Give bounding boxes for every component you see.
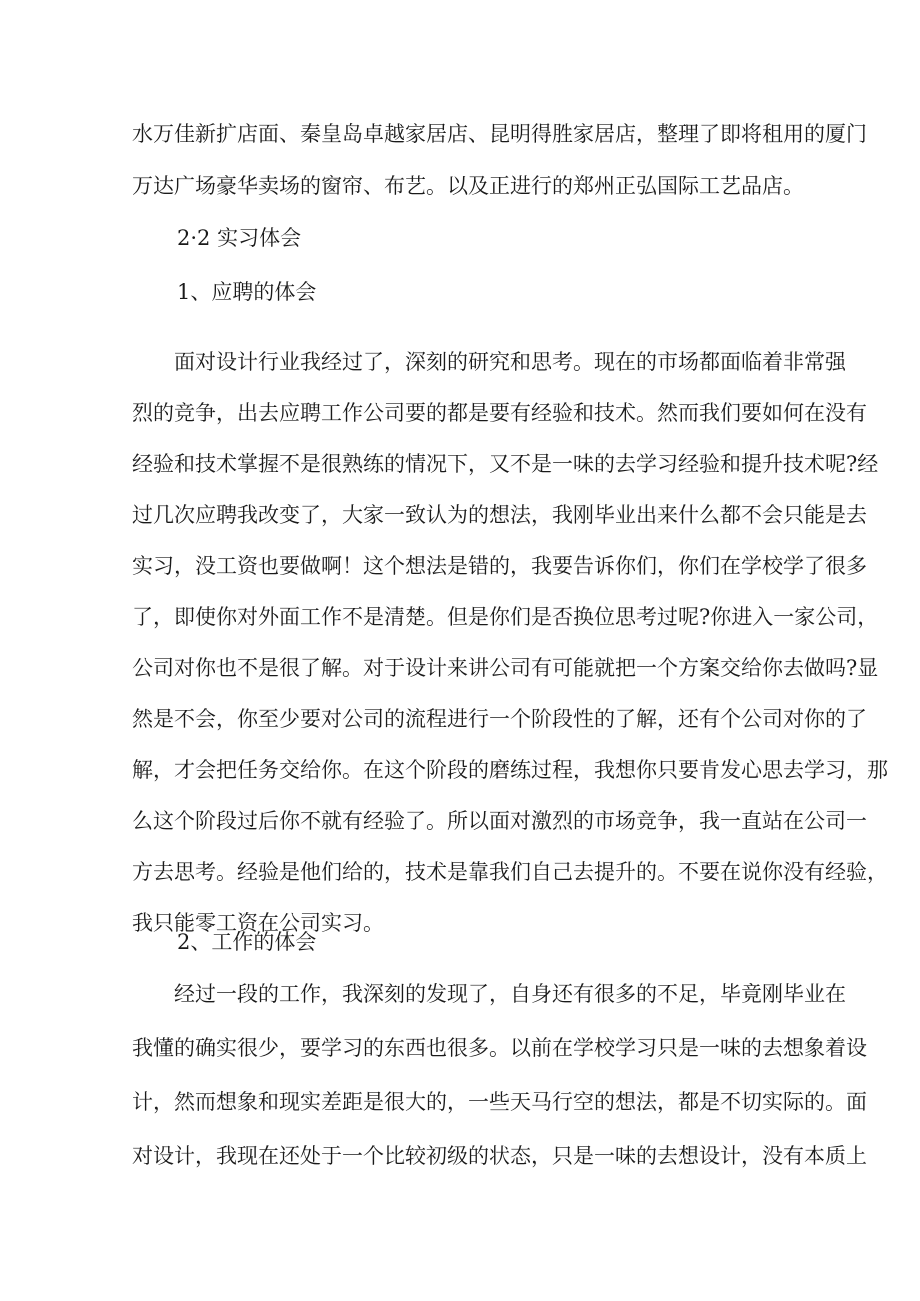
paragraph-line: 然是不会，你至少要对公司的流程进行一个阶段性的了解，还有个公司对你的了 [132, 707, 867, 731]
paragraph-line: 万达广场豪华卖场的窗帘、布艺。以及正进行的郑州正弘国际工艺品店。 [132, 174, 804, 198]
paragraph-line: 烈的竞争，出去应聘工作公司要的都是要有经验和技术。然而我们要如何在没有 [132, 401, 867, 425]
paragraph-line: 方去思考。经验是他们给的，技术是靠我们自己去提升的。不要在说你没有经验， [132, 860, 888, 884]
paragraph-line: 解，才会把任务交给你。在这个阶段的磨练过程，我想你只要肯发心思去学习，那 [132, 758, 888, 782]
paragraph-line: 过几次应聘我改变了，大家一致认为的想法，我刚毕业出来什么都不会只能是去 [132, 503, 867, 527]
paragraph-line-first: 经过一段的工作，我深刻的发现了，自身还有很多的不足，毕竟刚毕业在 [174, 982, 846, 1006]
paragraph-line: 对设计，我现在还处于一个比较初级的状态，只是一味的去想设计，没有本质上 [132, 1144, 867, 1168]
paragraph-line: 水万佳新扩店面、秦皇岛卓越家居店、昆明得胜家居店，整理了即将租用的厦门 [132, 122, 867, 146]
section-heading: 2·2 实习体会 [177, 226, 302, 250]
paragraph-line: 实习，没工资也要做啊！这个想法是错的，我要告诉你们，你们在学校学了很多 [132, 554, 867, 578]
body-paragraph [132, 981, 867, 1170]
paragraph-line: 我只能零工资在公司实习。 [132, 911, 384, 935]
body-paragraph [132, 349, 888, 937]
subsection-heading: 1、应聘的体会 [177, 280, 317, 304]
paragraph-line: 我懂的确实很少，要学习的东西也很多。以前在学校学习只是一味的去想象着设 [132, 1036, 867, 1060]
paragraph-line: 公司对你也不是很了解。对于设计来讲公司有可能就把一个方案交给你去做吗?显 [132, 656, 879, 680]
intro-paragraph [132, 121, 867, 200]
paragraph-line-first: 面对设计行业我经过了，深刻的研究和思考。现在的市场都面临着非常强 [174, 350, 846, 374]
paragraph-line: 了，即使你对外面工作不是清楚。但是你们是否换位思考过呢?你进入一家公司， [132, 605, 879, 629]
subsection-heading: 2、工作的体会 [177, 930, 317, 954]
paragraph-line: 经验和技术掌握不是很熟练的情况下，又不是一味的去学习经验和提升技术呢?经 [132, 452, 879, 476]
paragraph-line: 么这个阶段过后你不就有经验了。所以面对激烈的市场竞争，我一直站在公司一 [132, 809, 867, 833]
paragraph-line: 计，然而想象和现实差距是很大的，一些天马行空的想法，都是不切实际的。面 [132, 1090, 867, 1114]
